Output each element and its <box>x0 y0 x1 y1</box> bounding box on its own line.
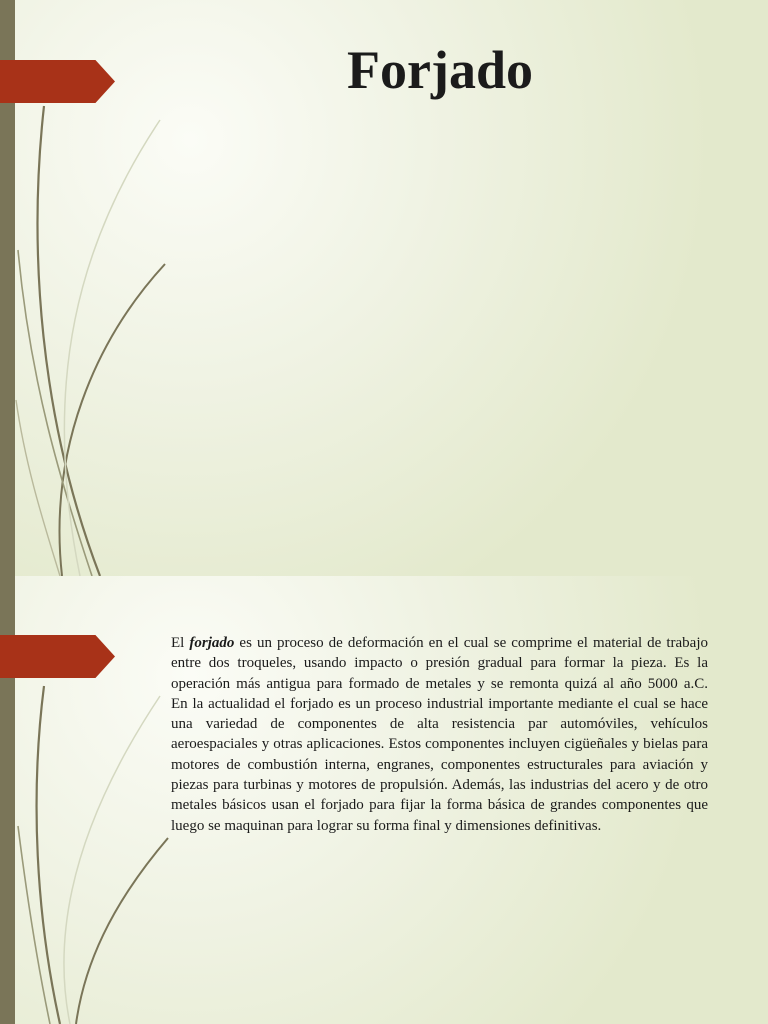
arrow-tab <box>0 635 115 678</box>
arrow-tab <box>0 60 115 103</box>
paragraph-2: En la actualidad el forjado es un proceso industrial importante mediante el cual se hace una variedad de componentes de alta resistencia par automóviles, vehículos aeroespaciales y otras aplicaciones. Estos componentes incluyen cigüeñales y bielas para motores de combustión interna, engranes, componentes estructurales para aviación y piezas para turbinas y motores de propulsión. Además, las industrias del acero y de otro metales básicos usan el forjado para fijar la forma básica de grandes componentes que luego se maquinan para lograr su forma final y dimensiones definitivas. <box>171 695 708 834</box>
paragraph-1 <box>171 633 708 694</box>
paragraph-1-rest: es un proceso de deformación en el cual se comprime el material de trabajo entre dos troqueles, usando impacto o presión gradual para formar la pieza. Es la operación más antigua para formado de metales y se remonta quizá al año 5000 a.C. <box>171 635 708 692</box>
slide-content <box>0 576 768 1024</box>
slide-title-text: Forjado <box>347 40 533 100</box>
body-text <box>171 633 708 836</box>
emphasis-term: forjado <box>189 635 235 651</box>
paragraph-1-start: El <box>171 635 190 651</box>
